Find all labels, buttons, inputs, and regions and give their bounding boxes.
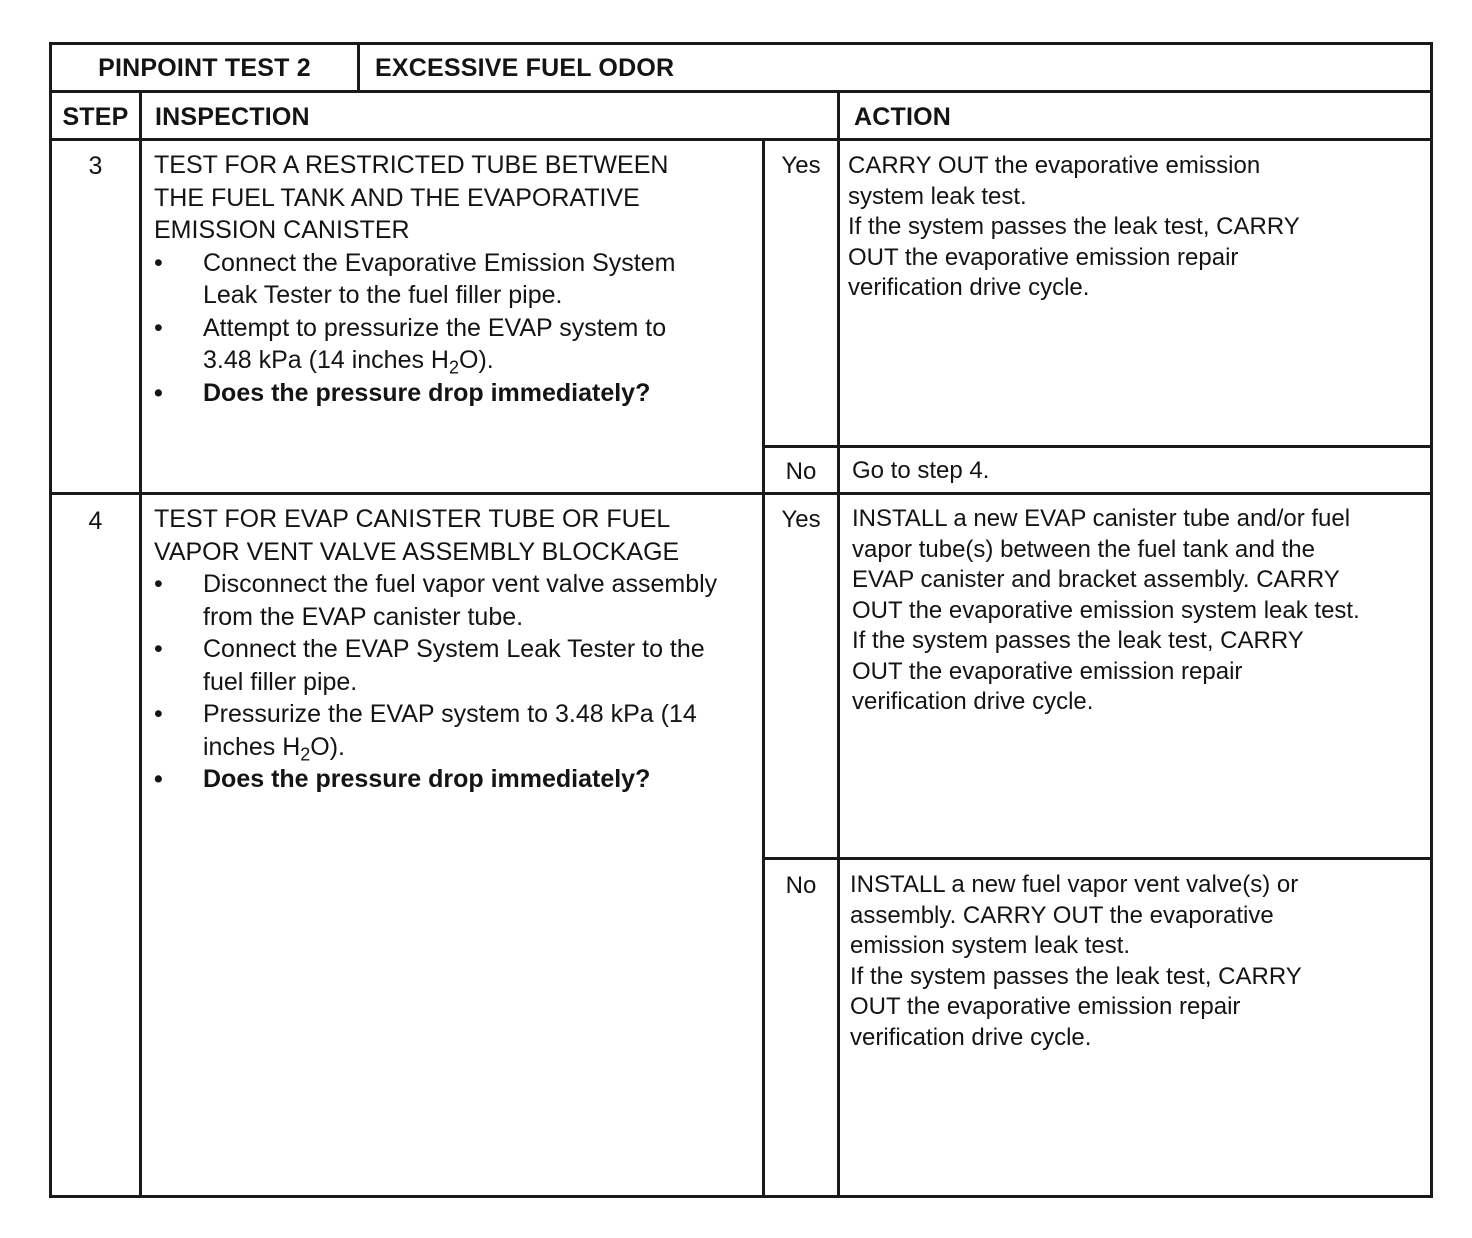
rule-answer-column xyxy=(762,140,765,1198)
inspection-step-4 xyxy=(154,503,758,796)
column-header-step: STEP xyxy=(62,103,129,131)
inspection-bullets xyxy=(154,247,754,410)
action-no: Go to step 4. xyxy=(852,457,990,484)
rule-step-column xyxy=(139,90,142,1198)
answer-yes: Yes xyxy=(781,506,821,533)
column-header-inspection: INSPECTION xyxy=(155,103,310,131)
rule-step4-yes-no xyxy=(763,857,1433,860)
column-header-action: ACTION xyxy=(854,103,952,131)
rule-below-column-headers xyxy=(49,138,1433,141)
action-no: INSTALL a new fuel vapor vent valve(s) or assembly. CARRY OUT the evaporative emission system leak test. If the system passes the leak test, CARRY OUT the evaporative emission repair verification drive cycle. xyxy=(850,871,1302,1051)
inspection-title: TEST FOR A RESTRICTED TUBE BETWEEN THE FUEL TANK AND THE EVAPORATIVE EMISSION CANISTER xyxy=(154,151,669,244)
rule-title-divider xyxy=(357,42,360,92)
inspection-question: • Does the pressure drop immediately? xyxy=(154,377,754,410)
step-number: 3 xyxy=(88,152,103,180)
pinpoint-test-label: PINPOINT TEST 2 xyxy=(98,54,311,82)
answer-no: No xyxy=(785,872,817,899)
step-number: 4 xyxy=(88,507,103,535)
bullet-item: • Disconnect the fuel vapor vent valve assembly from the EVAP canister tube. xyxy=(154,568,758,633)
inspection-step-3 xyxy=(154,149,754,409)
action-yes: INSTALL a new EVAP canister tube and/or fuel vapor tube(s) between the fuel tank and the EVAP canister and bracket assembly. CARRY OUT the evaporative emission system leak test. If the system passes the leak test, CARRY OUT the evaporative emission repair verification drive cycle. xyxy=(852,505,1360,715)
bullet-item: • Connect the Evaporative Emission System Leak Tester to the fuel filler pipe. xyxy=(154,247,754,312)
rule-step3-yes-no xyxy=(763,445,1433,448)
inspection-question: • Does the pressure drop immediately? xyxy=(154,763,758,796)
bullet-item: • Attempt to pressurize the EVAP system to 3.48 kPa (14 inches $H_2O$). xyxy=(154,312,754,377)
answer-yes: Yes xyxy=(781,152,821,179)
inspection-bullets xyxy=(154,568,758,796)
rule-below-title xyxy=(49,90,1433,93)
inspection-title: TEST FOR EVAP CANISTER TUBE OR FUEL VAPOR VENT VALVE ASSEMBLY BLOCKAGE xyxy=(154,505,680,566)
pinpoint-test-title: EXCESSIVE FUEL ODOR xyxy=(375,54,675,82)
answer-no: No xyxy=(785,458,817,485)
rule-action-column xyxy=(837,90,840,1198)
bullet-item: • Pressurize the EVAP system to 3.48 kPa (14 inches $H_2O$). xyxy=(154,698,758,763)
bullet-item: • Connect the EVAP System Leak Tester to the fuel filler pipe. xyxy=(154,633,758,698)
rule-between-steps xyxy=(49,492,1433,495)
action-yes: CARRY OUT the evaporative emission system leak test. If the system passes the leak test, CARRY OUT the evaporative emission repair verification drive cycle. xyxy=(848,152,1300,301)
